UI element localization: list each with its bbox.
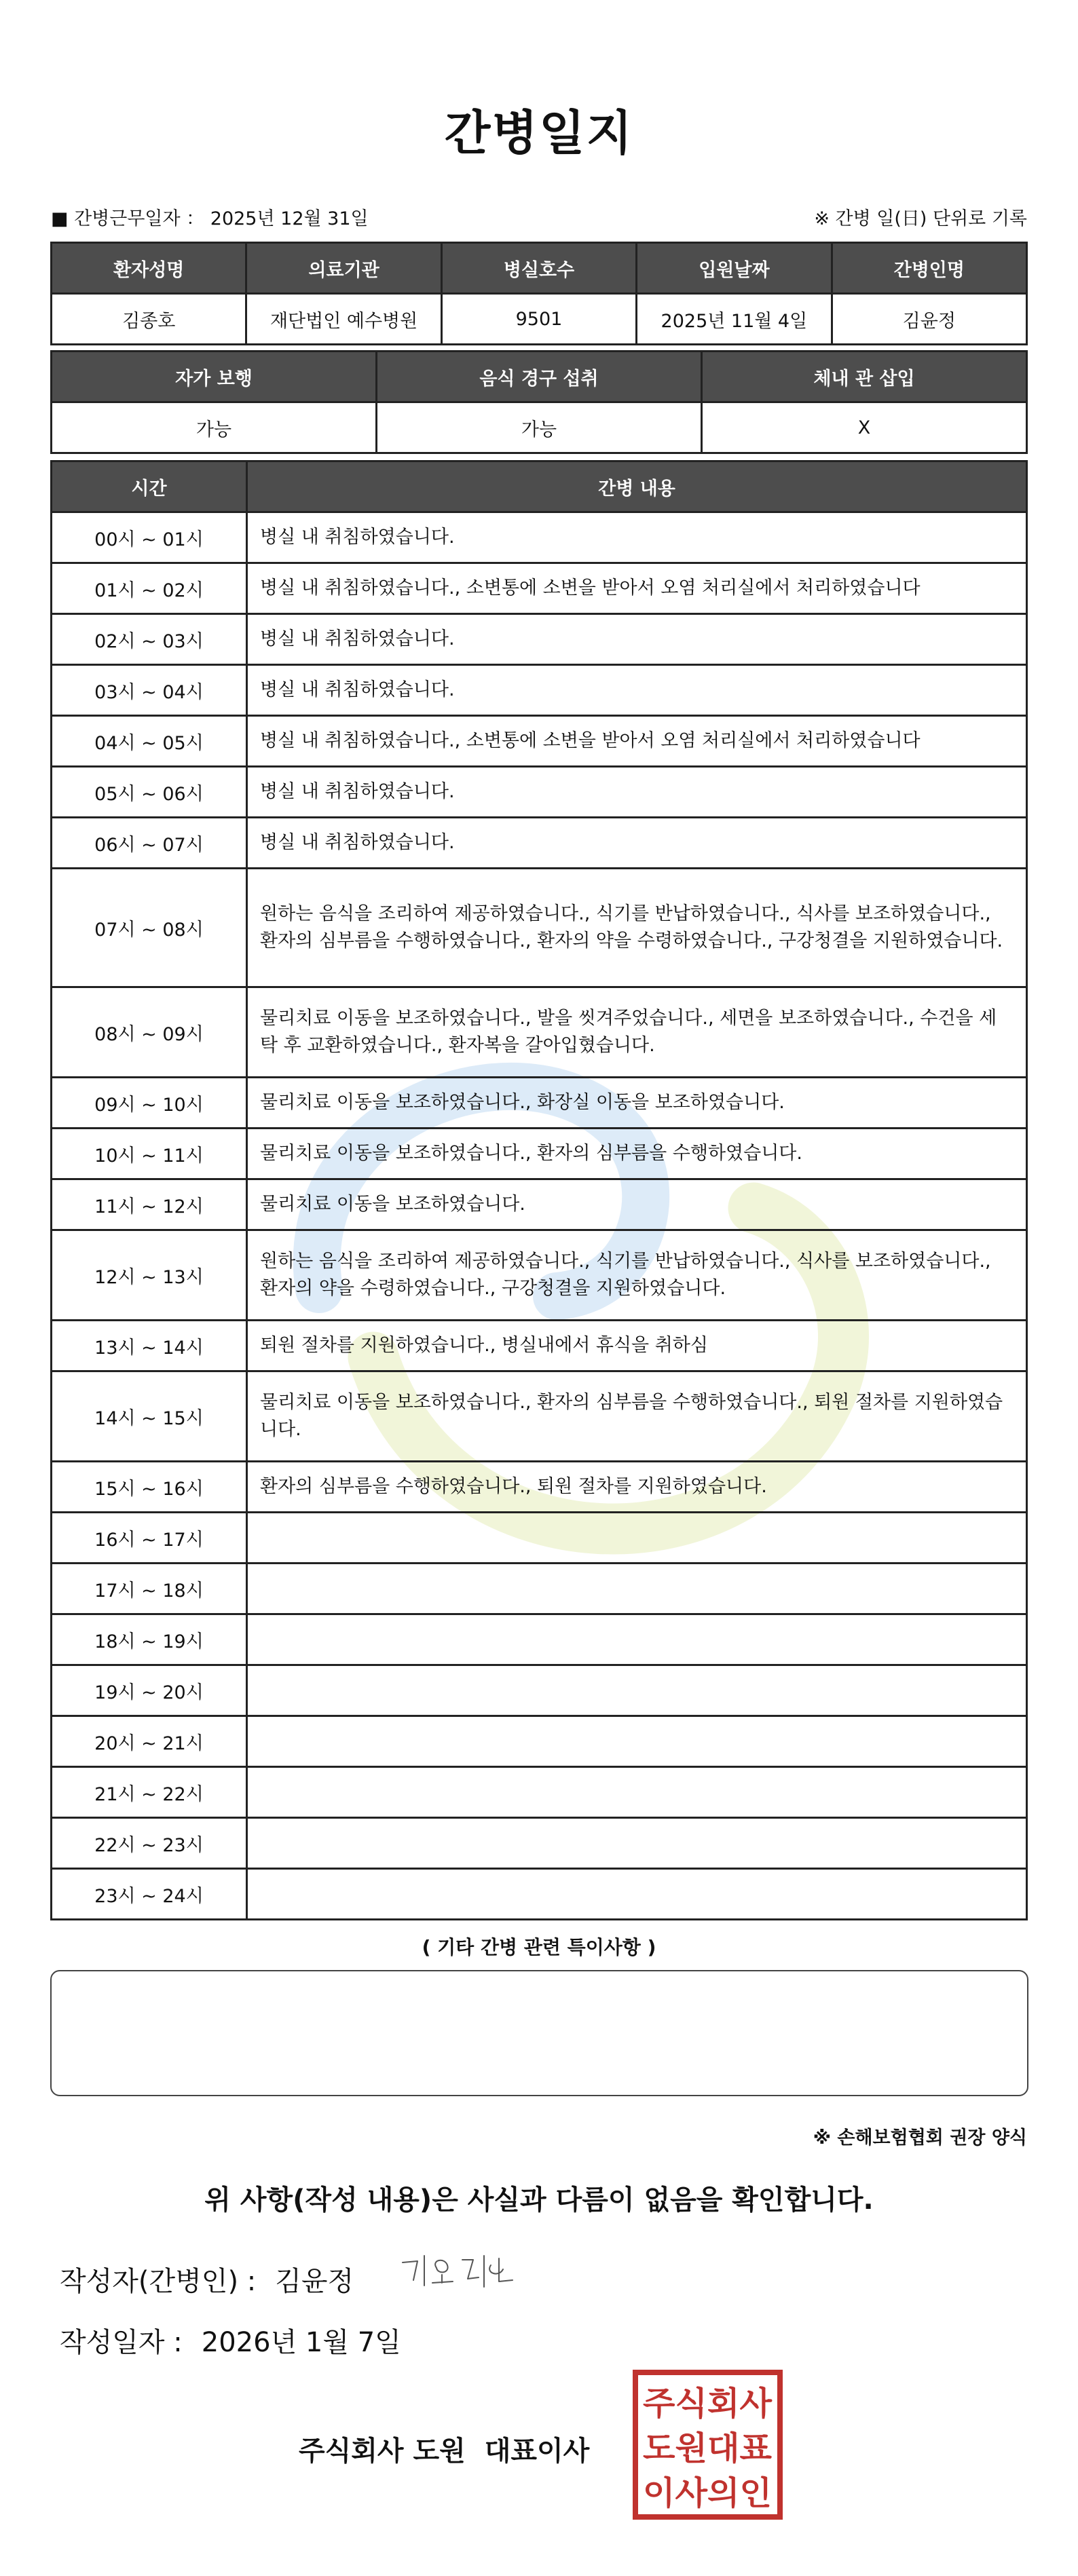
- table-row: [52, 869, 1027, 987]
- header-tube: 체내 관 삽입: [702, 352, 1027, 402]
- work-date-line: [51, 204, 369, 230]
- time-cell: 21시 ~ 22시: [52, 1767, 247, 1818]
- table-row: [52, 1564, 1027, 1614]
- time-cell: 23시 ~ 24시: [52, 1869, 247, 1920]
- time-cell: 20시 ~ 21시: [52, 1716, 247, 1767]
- caregiver-name: 김윤정: [832, 294, 1026, 345]
- note-cell: 원하는 음식을 조리하여 제공하였습니다., 식기를 반납하였습니다., 식사를 보조하였습니다., 환자의 약을 수령하였습니다., 구강청결을 지원하였습니다.: [247, 1230, 1027, 1321]
- hospital-name: 재단법인 예수병원: [246, 294, 441, 345]
- table-row: [52, 563, 1027, 614]
- table-row: [52, 1129, 1027, 1179]
- table-row: [52, 1614, 1027, 1665]
- time-cell: 01시 ~ 02시: [52, 563, 247, 614]
- note-cell: 병실 내 취침하였습니다.: [247, 818, 1027, 869]
- time-cell: 22시 ~ 23시: [52, 1818, 247, 1869]
- header-care-content: 간병 내용: [247, 461, 1027, 512]
- table-row: [52, 1371, 1027, 1462]
- written-date-line: [60, 2321, 401, 2360]
- time-cell: 08시 ~ 09시: [52, 987, 247, 1078]
- writer-name: 김윤정: [275, 2266, 354, 2297]
- table-row: [52, 1078, 1027, 1129]
- header-patient-name: 환자성명: [52, 243, 246, 294]
- table-row: [52, 1767, 1027, 1818]
- table-row: [52, 665, 1027, 716]
- written-date-value: 2026년 1월 7일: [201, 2327, 401, 2358]
- header-room: 병실호수: [441, 243, 636, 294]
- time-cell: 18시 ~ 19시: [52, 1614, 247, 1665]
- note-cell: 병실 내 취침하였습니다., 소변통에 소변을 받아서 오염 처리실에서 처리하였습니다: [247, 563, 1027, 614]
- written-date-label: 작성일자 :: [60, 2327, 183, 2358]
- handwritten-signature: [397, 2248, 519, 2295]
- time-cell: 17시 ~ 18시: [52, 1564, 247, 1614]
- time-cell: 05시 ~ 06시: [52, 767, 247, 818]
- time-cell: 10시 ~ 11시: [52, 1129, 247, 1179]
- table-row: [52, 614, 1027, 665]
- note-cell: 물리치료 이동을 보조하였습니다., 화장실 이동을 보조하였습니다.: [247, 1078, 1027, 1129]
- patient-info-table: [50, 242, 1028, 345]
- work-date-value: 2025년 12월 31일: [210, 208, 369, 229]
- confirm-statement: 위 사항(작성 내용)은 사실과 다름이 없음을 확인합니다.: [204, 2184, 874, 2216]
- note-cell: 물리치료 이동을 보조하였습니다., 발을 씻겨주었습니다., 세면을 보조하였습니다., 수건을 세탁 후 교환하였습니다., 환자복을 갈아입혔습니다.: [247, 987, 1027, 1078]
- note-cell: 병실 내 취침하였습니다.: [247, 512, 1027, 563]
- note-cell: [247, 1513, 1027, 1564]
- time-cell: 07시 ~ 08시: [52, 869, 247, 987]
- table-row: [52, 1321, 1027, 1371]
- note-cell: [247, 1767, 1027, 1818]
- patient-name: 김종호: [52, 294, 246, 345]
- table-row: [52, 1818, 1027, 1869]
- company-seal: [631, 2368, 784, 2521]
- table-row: [52, 1230, 1027, 1321]
- admission-date: 2025년 11월 4일: [637, 294, 832, 345]
- time-cell: 09시 ~ 10시: [52, 1078, 247, 1129]
- patient-status-table: [50, 350, 1028, 454]
- time-cell: 15시 ~ 16시: [52, 1462, 247, 1513]
- time-cell: 00시 ~ 01시: [52, 512, 247, 563]
- time-cell: 19시 ~ 20시: [52, 1665, 247, 1716]
- note-cell: 환자의 심부름을 수행하였습니다., 퇴원 절차를 지원하였습니다.: [247, 1462, 1027, 1513]
- time-cell: 14시 ~ 15시: [52, 1371, 247, 1462]
- oral-intake-value: 가능: [377, 402, 702, 453]
- note-cell: [247, 1665, 1027, 1716]
- writer-label: 작성자(간병인) :: [60, 2266, 257, 2297]
- remarks-box: [50, 1970, 1028, 2096]
- header-hospital: 의료기관: [246, 243, 441, 294]
- header-admission-date: 입원날짜: [637, 243, 832, 294]
- time-cell: 02시 ~ 03시: [52, 614, 247, 665]
- table-row: [52, 1665, 1027, 1716]
- company-signoff: [299, 2429, 589, 2468]
- header-time: 시간: [52, 461, 247, 512]
- note-cell: 물리치료 이동을 보조하였습니다., 환자의 심부름을 수행하였습니다., 퇴원 절차를 지원하였습니다.: [247, 1371, 1027, 1462]
- table-row: [52, 987, 1027, 1078]
- header-oral-intake: 음식 경구 섭취: [377, 352, 702, 402]
- recommend-note: ※ 손해보험협회 권장 양식: [813, 2127, 1027, 2148]
- note-cell: 물리치료 이동을 보조하였습니다.: [247, 1179, 1027, 1230]
- table-row: [52, 1179, 1027, 1230]
- care-log-table: [50, 460, 1028, 1920]
- time-cell: 04시 ~ 05시: [52, 716, 247, 767]
- time-cell: 13시 ~ 14시: [52, 1321, 247, 1371]
- table-row: [52, 818, 1027, 869]
- time-cell: 06시 ~ 07시: [52, 818, 247, 869]
- note-cell: 병실 내 취침하였습니다.: [247, 665, 1027, 716]
- header-walking: 자가 보행: [52, 352, 377, 402]
- writer-line: [60, 2260, 354, 2298]
- time-cell: 12시 ~ 13시: [52, 1230, 247, 1321]
- svg-text:이사의인: 이사의인: [643, 2474, 772, 2512]
- unit-note: ※ 간병 일(日) 단위로 기록: [814, 208, 1027, 229]
- table-row: [52, 1513, 1027, 1564]
- table-row: [52, 1716, 1027, 1767]
- table-row: [52, 1869, 1027, 1920]
- note-cell: [247, 1818, 1027, 1869]
- room-number: 9501: [441, 294, 636, 345]
- svg-text:주식회사: 주식회사: [643, 2385, 773, 2423]
- note-cell: [247, 1869, 1027, 1920]
- note-cell: [247, 1564, 1027, 1614]
- note-cell: 원하는 음식을 조리하여 제공하였습니다., 식기를 반납하였습니다., 식사를 보조하였습니다., 환자의 심부름을 수행하였습니다., 환자의 약을 수령하였습니다., 구강청결을 지원하였습니다.: [247, 869, 1027, 987]
- table-row: [52, 716, 1027, 767]
- note-cell: 물리치료 이동을 보조하였습니다., 환자의 심부름을 수행하였습니다.: [247, 1129, 1027, 1179]
- table-row: [52, 767, 1027, 818]
- company-name: 주식회사 도원: [299, 2436, 466, 2467]
- table-row: [52, 512, 1027, 563]
- time-cell: 16시 ~ 17시: [52, 1513, 247, 1564]
- note-cell: 퇴원 절차를 지원하였습니다., 병실내에서 휴식을 취하심: [247, 1321, 1027, 1371]
- tube-value: X: [702, 402, 1027, 453]
- note-cell: 병실 내 취침하였습니다., 소변통에 소변을 받아서 오염 처리실에서 처리하였습니다: [247, 716, 1027, 767]
- representative-title: 대표이사: [484, 2436, 590, 2467]
- time-cell: 11시 ~ 12시: [52, 1179, 247, 1230]
- note-cell: 병실 내 취침하였습니다.: [247, 614, 1027, 665]
- walking-value: 가능: [52, 402, 377, 453]
- header-caregiver: 간병인명: [832, 243, 1026, 294]
- note-cell: [247, 1716, 1027, 1767]
- remarks-title: ( 기타 간병 관련 특이사항 ): [422, 1936, 656, 1958]
- note-cell: 병실 내 취침하였습니다.: [247, 767, 1027, 818]
- table-row: [52, 1462, 1027, 1513]
- svg-text:도원대표: 도원대표: [643, 2429, 773, 2467]
- work-date-label: ■ 간병근무일자 ：: [51, 208, 205, 229]
- time-cell: 03시 ~ 04시: [52, 665, 247, 716]
- note-cell: [247, 1614, 1027, 1665]
- document-title: 간병일지: [444, 105, 634, 161]
